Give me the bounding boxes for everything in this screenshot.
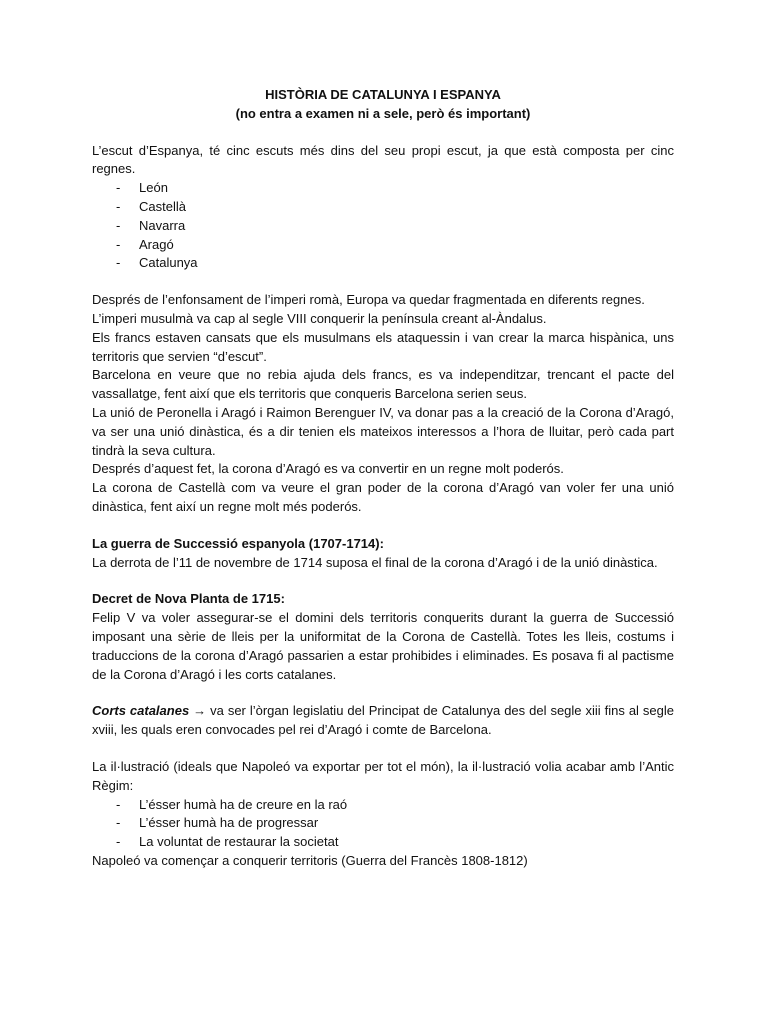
list-item: - Castellà (92, 198, 674, 217)
spacer (92, 572, 674, 590)
succession-text: La derrota de l’11 de novembre de 1714 suposa el final de la corona d’Aragó i de la unió dinàstica. (92, 554, 658, 570)
spacer (92, 517, 674, 535)
corts-term: Corts catalanes (92, 703, 190, 719)
spacer (92, 740, 674, 758)
history-paragraph: Després d’aquest fet, la corona d’Aragó es va convertir en un regne molt poderós. (92, 461, 564, 477)
closing-paragraph: Napoleó va començar a conquerir territoris (Guerra del Francès 1808-1812) (92, 852, 528, 868)
document-subtitle: (no entra a examen ni a sele, però és important) (235, 105, 531, 121)
history-paragraph: Els francs estaven cansats que els musulmans els ataquessin i van crear la marca hispànica, uns territoris que servien “d’escut”. (92, 329, 674, 364)
history-paragraph: Barcelona en veure que no rebia ajuda dels francs, es va independitzar, trencant el pacte del vassallatge, fent així que els territoris que conqueris Barcelona serien seus. (92, 367, 674, 402)
spacer (92, 684, 674, 702)
document-title: HISTÒRIA DE CATALUNYA I ESPANYA (265, 87, 501, 102)
spacer (92, 124, 674, 142)
succession-heading: La guerra de Successió espanyola (1707-1714): (92, 535, 384, 551)
list-item: - Navarra (92, 217, 674, 236)
illustracio-list (92, 796, 674, 852)
intro-paragraph: L’escut d’Espanya, té cinc escuts més dins del seu propi escut, ja que està composta per cinc regnes. (92, 142, 674, 177)
history-paragraph: Després de l’enfonsament de l’imperi romà, Europa va quedar fragmentada en diferents regnes. (92, 292, 645, 308)
list-item: - L’ésser humà ha de creure en la raó (92, 796, 674, 815)
history-paragraph: La unió de Peronella i Aragó i Raimon Berenguer IV, va donar pas a la creació de la Corona d’Aragó, va ser una unió dinàstica, és a dir tenien els mateixos interessos a l’hora de lluitar, però cada part tindrà la seva cultura. (92, 404, 674, 458)
nova-planta-heading: Decret de Nova Planta de 1715: (92, 591, 285, 607)
list-item: - La voluntat de restaurar la societat (92, 833, 674, 852)
list-item: - L’ésser humà ha de progressar (92, 814, 674, 833)
history-paragraph: La corona de Castellà com va veure el gran poder de la corona d’Aragó van voler fer una unió dinàstica, fent així un regne molt més poderós. (92, 480, 674, 514)
kingdoms-list (92, 179, 674, 273)
list-item: - Catalunya (92, 254, 674, 273)
list-item: - León (92, 179, 674, 198)
spacer (92, 273, 674, 291)
corts-text: va ser l’òrgan legislatiu del Principat de Catalunya des del segle xiii fins al segle xviii, les quals eren convocades pel rei d’Aragó i comte de Barcelona. (92, 703, 674, 738)
corts-paragraph (92, 702, 674, 740)
arrow-icon: → (193, 703, 207, 719)
nova-planta-text: Felip V va voler assegurar-se el domini dels territoris conquerits durant la guerra de Successió imposant una sèrie de lleis per la uniformitat de la Corona de Castellà. Totes les lleis, costums i traduccions de la corona d’Aragó passarien a estar prohibides i eliminades. Es posava fi al pactisme de la Corona d’Aragó i les corts catalanes. (92, 610, 674, 682)
history-paragraph: L’imperi musulmà va cap al segle VIII conquerir la península creant al-Àndalus. (92, 310, 547, 326)
illustracio-paragraph: La il·lustració (ideals que Napoleó va exportar per tot el món), la il·lustració volia acabar amb l’Antic Règim: (92, 758, 674, 793)
list-item: - Aragó (92, 236, 674, 255)
